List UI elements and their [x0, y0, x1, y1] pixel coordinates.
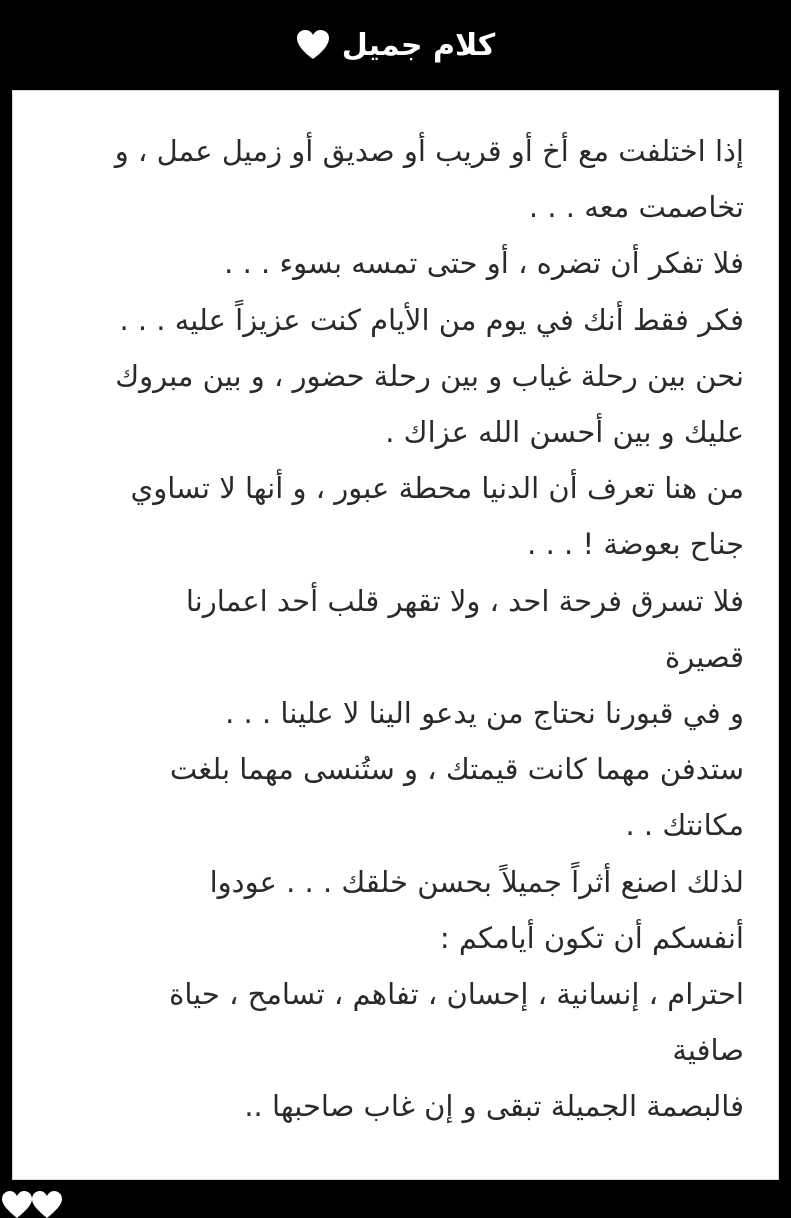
text-line: فلا تفكر أن تضره ، أو حتى تمسه بسوء . . . [224, 246, 744, 281]
text-line: مكانتك . . [625, 808, 744, 843]
text-line: إذا اختلفت مع أخ أو قريب أو صديق أو زميل عمل ، و [114, 134, 744, 168]
post-card [12, 90, 779, 1180]
header-bar [0, 0, 791, 90]
text-line: فالبصمة الجميلة تبقى و إن غاب صاحبها .. [244, 1089, 744, 1124]
white-hearts-icon [2, 1188, 62, 1218]
text-line: احترام ، إنسانية ، إحسان ، تفاهم ، تسامح ، حياة [169, 977, 744, 1012]
text-line: أنفسكم أن تكون أيامكم : [439, 920, 744, 955]
text-line: فلا تسرق فرحة احد ، ولا تقهر قلب أحد اعمارنا [185, 583, 744, 618]
text-line: عليك و بين أحسن الله عزاك . [385, 415, 744, 450]
text-line: قصيرة [665, 639, 744, 674]
text-line: نحن بين رحلة غياب و بين رحلة حضور ، و بين مبروك [115, 358, 744, 393]
text-line: صافية [672, 1033, 744, 1068]
text-line: من هنا تعرف أن الدنيا محطة عبور ، و أنها لا تساوي [130, 471, 744, 506]
white-heart-icon [296, 29, 330, 61]
text-line: فكر فقط أنك في يوم من الأيام كنت عزيزاً عليه . . . [119, 302, 744, 337]
text-line: ستدفن مهما كانت قيمتك ، و ستُنسى مهما بلغت [169, 752, 744, 787]
post-text [51, 123, 744, 1135]
text-line: لذلك اصنع أثراً جميلاً بحسن خلقك . . . عودوا [209, 864, 744, 899]
text-line: و في قبورنا نحتاج من يدعو الينا لا علينا . . . [225, 696, 744, 731]
header-title: كلام جميل [341, 27, 496, 63]
text-line: تخاصمت معه . . . [528, 190, 744, 225]
text-line: جناح بعوضة ! . . . [527, 527, 744, 562]
